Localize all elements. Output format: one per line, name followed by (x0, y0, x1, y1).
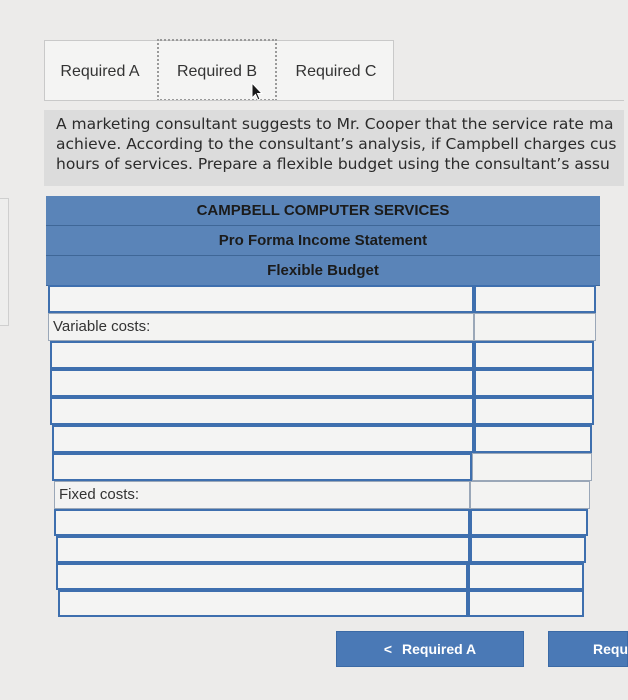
fixed-cost-1-label-input[interactable] (54, 509, 470, 536)
variable-cost-1-amount-input[interactable] (474, 341, 594, 369)
instructions-text (44, 110, 624, 186)
fixed-costs-row (54, 481, 470, 509)
variable-cost-3-label-input[interactable] (50, 397, 474, 425)
fixed-costs-label: Fixed costs: (59, 486, 140, 503)
tab-required-b[interactable]: Required B (157, 39, 277, 101)
fixed-cost-3-amount-input[interactable] (468, 563, 584, 590)
mouse-pointer-icon (250, 82, 264, 102)
total-variable-costs-amount-cell (472, 453, 592, 481)
variable-cost-4-amount-input[interactable] (474, 425, 592, 453)
next-required-c-button[interactable] (548, 631, 628, 667)
instructions-line-2: achieve. According to the consultant’s analysis, if Campbell charges cus (56, 135, 617, 153)
operating-income-amount-input[interactable] (468, 590, 584, 617)
variable-cost-3-amount-input[interactable] (474, 397, 594, 425)
tab-required-a[interactable]: Required A (60, 63, 140, 80)
fixed-cost-2-label-input[interactable] (56, 536, 470, 563)
side-panel-edge (0, 198, 9, 326)
total-variable-costs-label-input[interactable] (52, 453, 472, 481)
next-button-label: Requ (593, 641, 628, 657)
prev-button-label: Required A (402, 641, 477, 657)
chevron-left-icon: < (383, 641, 393, 657)
operating-income-label-input[interactable] (58, 590, 468, 617)
variable-costs-amount-cell (474, 313, 596, 341)
fixed-cost-1-amount-input[interactable] (470, 509, 588, 536)
statement-title: Pro Forma Income Statement (46, 226, 600, 256)
revenue-amount-input[interactable] (474, 285, 596, 313)
fixed-cost-3-label-input[interactable] (56, 563, 468, 590)
variable-cost-4-label-input[interactable] (52, 425, 474, 453)
tab-bar (44, 40, 394, 101)
fixed-cost-2-amount-input[interactable] (470, 536, 586, 563)
variable-cost-2-label-input[interactable] (50, 369, 474, 397)
statement-subtitle: Flexible Budget (46, 256, 600, 286)
fixed-costs-amount-cell (470, 481, 590, 509)
instructions-line-1: A marketing consultant suggests to Mr. Cooper that the service rate ma (56, 115, 614, 133)
variable-cost-1-label-input[interactable] (50, 341, 474, 369)
variable-costs-row (48, 313, 474, 341)
variable-cost-2-amount-input[interactable] (474, 369, 594, 397)
tab-divider (44, 100, 624, 101)
tab-required-c[interactable]: Required C (295, 63, 377, 80)
statement-company: CAMPBELL COMPUTER SERVICES (46, 196, 600, 226)
prev-required-a-button[interactable] (336, 631, 524, 667)
instructions-line-3: hours of services. Prepare a flexible budget using the consultant’s assu (56, 155, 610, 173)
variable-costs-label: Variable costs: (53, 318, 151, 335)
revenue-label-input[interactable] (48, 285, 474, 313)
